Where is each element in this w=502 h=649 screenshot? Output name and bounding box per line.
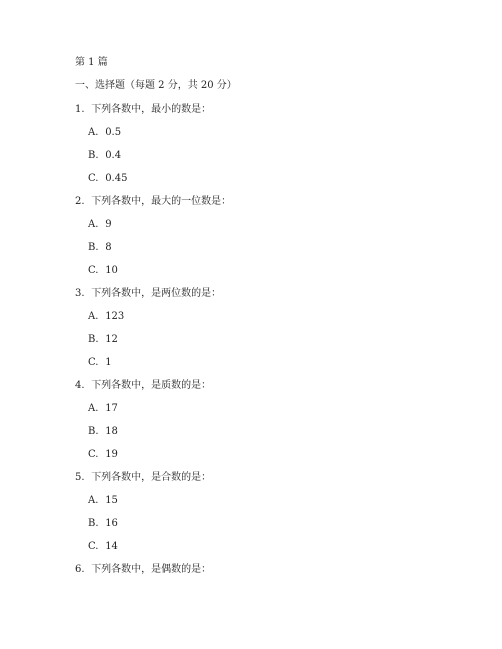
question-text: 下列各数中，是合数的是： bbox=[91, 472, 212, 483]
option-letter: C. bbox=[88, 173, 99, 184]
option-value: 16 bbox=[105, 518, 118, 529]
option-value: 17 bbox=[105, 403, 118, 414]
option-value: 10 bbox=[105, 265, 118, 276]
section-title: 一、选择题（每题 2 分，共 20 分） bbox=[75, 80, 237, 91]
question-5-option-a bbox=[88, 495, 118, 507]
question-number: 5. bbox=[75, 472, 85, 483]
question-5-option-c bbox=[88, 541, 118, 553]
option-value: 9 bbox=[105, 219, 112, 230]
option-letter: C. bbox=[88, 357, 99, 368]
option-value: 15 bbox=[105, 495, 118, 506]
question-text: 下列各数中，最大的一位数是： bbox=[91, 196, 232, 207]
option-letter: A. bbox=[88, 219, 99, 230]
question-5-option-b bbox=[88, 518, 118, 530]
option-value: 12 bbox=[105, 334, 118, 345]
option-value: 18 bbox=[105, 426, 118, 437]
question-3-option-b bbox=[88, 334, 118, 346]
option-letter: A. bbox=[88, 403, 99, 414]
question-text: 下列各数中，是偶数的是： bbox=[91, 564, 212, 575]
question-1 bbox=[75, 104, 211, 116]
question-number: 4. bbox=[75, 380, 85, 391]
option-letter: C. bbox=[88, 265, 99, 276]
option-letter: C. bbox=[88, 449, 99, 460]
option-value: 123 bbox=[105, 311, 125, 322]
option-letter: A. bbox=[88, 495, 99, 506]
question-1-option-b bbox=[88, 150, 121, 162]
option-value: 1 bbox=[105, 357, 112, 368]
question-3-option-c bbox=[88, 357, 112, 369]
question-6 bbox=[75, 564, 211, 576]
question-number: 1. bbox=[75, 104, 85, 115]
option-letter: C. bbox=[88, 541, 99, 552]
option-letter: B. bbox=[88, 426, 99, 437]
option-value: 0.4 bbox=[105, 150, 122, 161]
question-1-option-a bbox=[88, 127, 121, 139]
question-text: 下列各数中，最小的数是： bbox=[91, 104, 212, 115]
option-letter: B. bbox=[88, 334, 99, 345]
question-2 bbox=[75, 196, 231, 208]
question-4-option-b bbox=[88, 426, 118, 438]
question-text: 下列各数中，是两位数的是： bbox=[91, 288, 222, 299]
question-1-option-c bbox=[88, 173, 127, 185]
option-letter: B. bbox=[88, 518, 99, 529]
question-number: 6. bbox=[75, 564, 85, 575]
option-value: 0.45 bbox=[105, 173, 128, 184]
question-text: 下列各数中，是质数的是： bbox=[91, 380, 212, 391]
option-value: 8 bbox=[105, 242, 112, 253]
question-5 bbox=[75, 472, 211, 484]
option-letter: A. bbox=[88, 127, 99, 138]
question-2-option-b bbox=[88, 242, 112, 254]
question-4 bbox=[75, 380, 211, 392]
question-3 bbox=[75, 288, 221, 300]
option-letter: A. bbox=[88, 311, 99, 322]
part-title: 第 1 篇 bbox=[75, 57, 108, 68]
option-value: 0.5 bbox=[105, 127, 122, 138]
question-2-option-a bbox=[88, 219, 112, 231]
question-4-option-c bbox=[88, 449, 118, 461]
option-value: 14 bbox=[105, 541, 118, 552]
option-letter: B. bbox=[88, 242, 99, 253]
question-4-option-a bbox=[88, 403, 118, 415]
question-number: 3. bbox=[75, 288, 85, 299]
question-3-option-a bbox=[88, 311, 124, 323]
question-2-option-c bbox=[88, 265, 118, 277]
question-number: 2. bbox=[75, 196, 85, 207]
option-letter: B. bbox=[88, 150, 99, 161]
option-value: 19 bbox=[105, 449, 118, 460]
